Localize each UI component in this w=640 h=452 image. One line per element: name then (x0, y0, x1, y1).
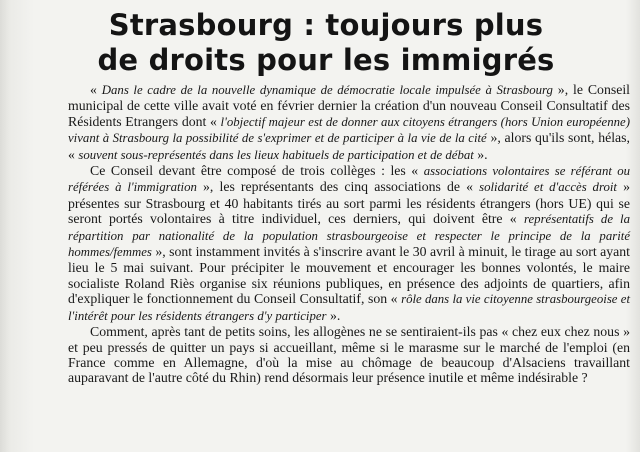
article-body (68, 82, 630, 386)
text-run: Ce Conseil devant être composé de trois collèges : les « (90, 163, 424, 179)
italic-quote: solidarité et d'accès droit (479, 180, 617, 195)
title-line-1: Strasbourg : toujours plus (108, 8, 544, 42)
text-run: » présentes sur Strasbourg et 40 habitants tirés au sort parmi les résidents étrangers (hors UE) qui se seront portés volontaires à titre individuel, ces derniers, qui doivent être « (68, 179, 630, 227)
text-run: », les représentants des cinq associations de « (196, 179, 480, 195)
article-paragraph (68, 324, 630, 386)
italic-quote: représentatifs de la répartition par nationalité de la population strasbourgeoise et respecter le principe de la parité hommes/femmes (68, 212, 630, 260)
title-line-2: de droits pour les immigrés (97, 43, 555, 77)
article-title (46, 8, 606, 78)
text-run: « (90, 82, 102, 97)
italic-quote: souvent sous-représentés dans les lieux habituels de participation et de débat (78, 147, 474, 162)
italic-quote: l'objectif majeur est de donner aux citoyens étrangers (hors Union européenne) vivant à Strasbourg la possibilité de s'exprimer et de participer à la vie de la cité (68, 114, 630, 146)
text-run: », le Conseil municipal de cette ville avait voté en février dernier la création d'un nouveau Conseil Consultatif des Résidents Etrangers dont « (68, 82, 631, 129)
text-run: ». (326, 307, 341, 323)
text-run: », alors qu'ils sont, hélas, « (68, 130, 630, 162)
article-paragraph (68, 82, 630, 163)
italic-quote: Dans le cadre de la nouvelle dynamique de démocratie locale impulsée à Strasbourg (101, 83, 553, 97)
text-run: ». (473, 146, 488, 162)
italic-quote: associations volontaires se référant ou référées à l'immigration (68, 164, 631, 195)
italic-quote: rôle dans la vie citoyenne strasbourgeoise et l'intérêt pour les résidents étrangers d'y participer (68, 292, 630, 323)
page-shadow-left (0, 0, 34, 452)
text-run: », sont instamment invités à s'inscrire avant le 30 avril à minuit, le tirage au sort ayant lieu le 5 mai suivant. Pour précipiter le mouvement et encourager les bonnes volontés, le maire socialiste Roland Riès organise six réunions publiques, en présence des adjoints de quartiers, afin d'expliquer le fonctionnement du Conseil Consultatif, son « (68, 244, 630, 307)
text-run: Comment, après tant de petits soins, les allogènes ne se sentiraient-ils pas « chez eux chez nous » et peu pressés de quitter un pays si accueillant, même si le marasme sur le marché de l'emploi (en France comme en Allemagne, d'où la mise au chômage de beaucoup d'Alsaciens travaillant auparavant de l'autre côté du Rhin) rend désormais leur présence inutile et même indésirable ? (68, 324, 630, 386)
article-paragraph (68, 163, 630, 324)
